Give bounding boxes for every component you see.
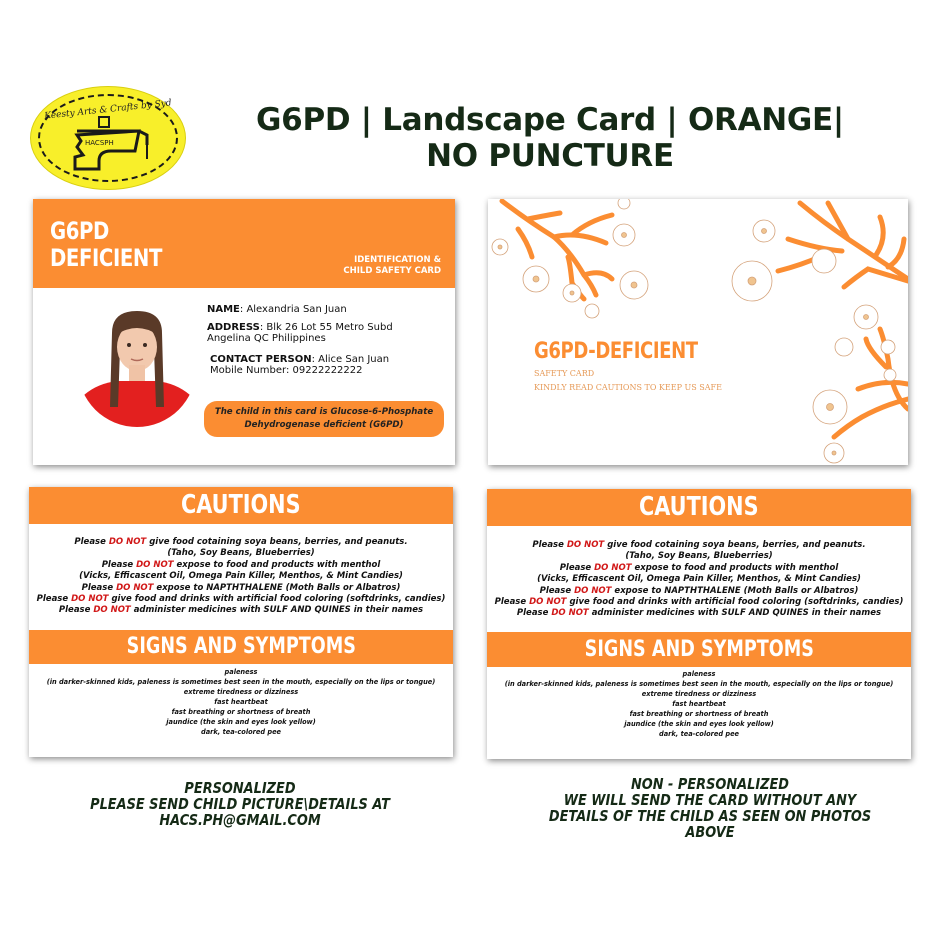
logo-brand-text: Keesty Arts & Crafts by Syd — [43, 98, 173, 122]
caution-item: (Taho, Soy Beans, Blueberries) — [625, 551, 773, 562]
notice-line-2: Dehydrogenase deficient (G6PD) — [244, 420, 404, 430]
symptoms-title: SIGNS AND SYMPTOMS — [584, 637, 814, 662]
caution-item: Please DO NOT expose to NAPTHTHALENE (Moth Balls or Albatros) — [81, 582, 401, 593]
symptom-item: paleness — [682, 670, 716, 678]
contact-label: CONTACT PERSON — [210, 354, 312, 365]
caution-item: (Taho, Soy Beans, Blueberries) — [167, 548, 315, 559]
cautions-card-personalized — [29, 487, 453, 757]
symptom-item: extreme tiredness or dizziness — [641, 690, 757, 698]
id-card-subtitle — [343, 255, 441, 277]
contact-person-field — [210, 354, 389, 376]
id-title-line-2: DEFICIENT — [50, 244, 162, 272]
symptom-item: (in darker-skinned kids, paleness is sometimes best seen in the mouth, especially on the lips or tongue) — [504, 680, 894, 688]
caution-item: Please DO NOT give food cotaining soya beans, berries, and peanuts. — [532, 540, 866, 550]
address-line-2: Angelina QC Philippines — [207, 333, 326, 344]
cautions-title: CAUTIONS — [639, 492, 759, 522]
symptoms-header — [487, 632, 911, 667]
caution-item: (Vicks, Efficascent Oil, Omega Pain Killer, Menthos, & Mint Candies) — [79, 571, 403, 582]
contact-email: HACS.PH@GMAIL.COM — [159, 811, 321, 829]
headline-line-1: G6PD | Landscape Card | ORANGE| — [256, 102, 844, 138]
np-card-line-2: KINDLY READ CAUTIONS TO KEEP US SAFE — [534, 383, 722, 392]
caution-item: Please DO NOT give food and drinks with artificial food coloring (softdrinks, candies) — [494, 597, 904, 608]
brand-logo — [30, 86, 186, 190]
id-subtitle-line-1: IDENTIFICATION & — [354, 255, 441, 265]
floral-branch-decoration — [488, 199, 908, 465]
cautions-list — [29, 537, 453, 617]
mobile-number: Mobile Number: 09222222222 — [210, 365, 363, 376]
name-label: NAME — [207, 304, 240, 315]
caption-line: PERSONALIZED — [184, 779, 296, 797]
personalized-caption — [68, 780, 412, 828]
name-value: : Alexandria San Juan — [239, 304, 347, 315]
symptom-item: dark, tea-colored pee — [658, 730, 740, 738]
caution-item: Please DO NOT administer medicines with SULF AND QUINES in their names — [58, 605, 424, 616]
symptom-item: jaundice (the skin and eyes look yellow) — [624, 720, 774, 728]
caution-item: (Vicks, Efficascent Oil, Omega Pain Killer, Menthos, & Mint Candies) — [537, 574, 861, 585]
id-card-front — [33, 199, 455, 465]
np-card-title: G6PD-DEFICIENT — [534, 339, 698, 364]
address-value: : Blk 26 Lot 55 Metro Subd — [259, 322, 393, 333]
caution-item: Please DO NOT give food and drinks with artificial food coloring (softdrinks, candies) — [36, 594, 446, 605]
child-photo — [78, 303, 196, 427]
non-personalized-caption — [529, 776, 890, 840]
symptoms-header — [29, 630, 453, 664]
np-card-line-1: SAFETY CARD — [534, 369, 595, 378]
symptom-item: jaundice (the skin and eyes look yellow) — [166, 718, 316, 726]
cautions-header — [487, 489, 911, 526]
child-address-field — [207, 322, 393, 344]
caution-item: Please DO NOT administer medicines with SULF AND QUINES in their names — [516, 608, 882, 619]
symptom-item: paleness — [224, 668, 258, 676]
id-card-title — [50, 218, 162, 272]
symptom-item: dark, tea-colored pee — [200, 728, 282, 736]
cautions-card-non-personalized — [487, 489, 911, 759]
symptoms-list — [487, 669, 911, 739]
notice-line-1: The child in this card is Glucose-6-Phosphate — [214, 407, 434, 417]
caution-item: Please DO NOT expose to NAPTHTHALENE (Moth Balls or Albatros) — [539, 585, 859, 596]
cautions-title: CAUTIONS — [181, 490, 301, 520]
caption-line: DETAILS OF THE CHILD AS SEEN ON PHOTOS — [548, 807, 872, 825]
address-label: ADDRESS — [207, 322, 260, 333]
caution-item: Please DO NOT expose to food and products with menthol — [559, 562, 839, 573]
sewing-machine-icon — [69, 115, 153, 175]
symptom-item: fast breathing or shortness of breath — [171, 708, 311, 716]
g6pd-notice-pill — [204, 401, 444, 437]
id-title-line-1: G6PD — [50, 217, 109, 245]
symptoms-list — [29, 667, 453, 737]
caption-line: ABOVE — [685, 823, 735, 841]
cautions-header — [29, 487, 453, 524]
symptom-item: fast heartbeat — [214, 698, 268, 706]
caption-line: PLEASE SEND CHILD PICTURE\DETAILS AT — [90, 795, 390, 813]
symptom-item: fast heartbeat — [672, 700, 726, 708]
id-card-header — [33, 199, 455, 288]
caption-line: NON - PERSONALIZED — [630, 775, 790, 793]
cautions-list — [487, 540, 911, 620]
page-headline — [200, 102, 900, 174]
np-card-front — [488, 199, 908, 465]
symptoms-title: SIGNS AND SYMPTOMS — [126, 634, 356, 659]
symptom-item: fast breathing or shortness of breath — [629, 710, 769, 718]
svg-text:HACSPH: HACSPH — [85, 139, 114, 147]
caption-line: WE WILL SEND THE CARD WITHOUT ANY — [563, 791, 857, 809]
caution-item: Please DO NOT expose to food and products with menthol — [101, 559, 381, 570]
caution-item: Please DO NOT give food cotaining soya beans, berries, and peanuts. — [74, 537, 408, 547]
contact-value: : Alice San Juan — [311, 354, 390, 365]
symptom-item: extreme tiredness or dizziness — [183, 688, 299, 696]
child-name-field — [207, 304, 347, 315]
id-subtitle-line-2: CHILD SAFETY CARD — [343, 266, 441, 276]
symptom-item: (in darker-skinned kids, paleness is sometimes best seen in the mouth, especially on the lips or tongue) — [46, 678, 436, 686]
headline-line-2: NO PUNCTURE — [426, 138, 674, 174]
